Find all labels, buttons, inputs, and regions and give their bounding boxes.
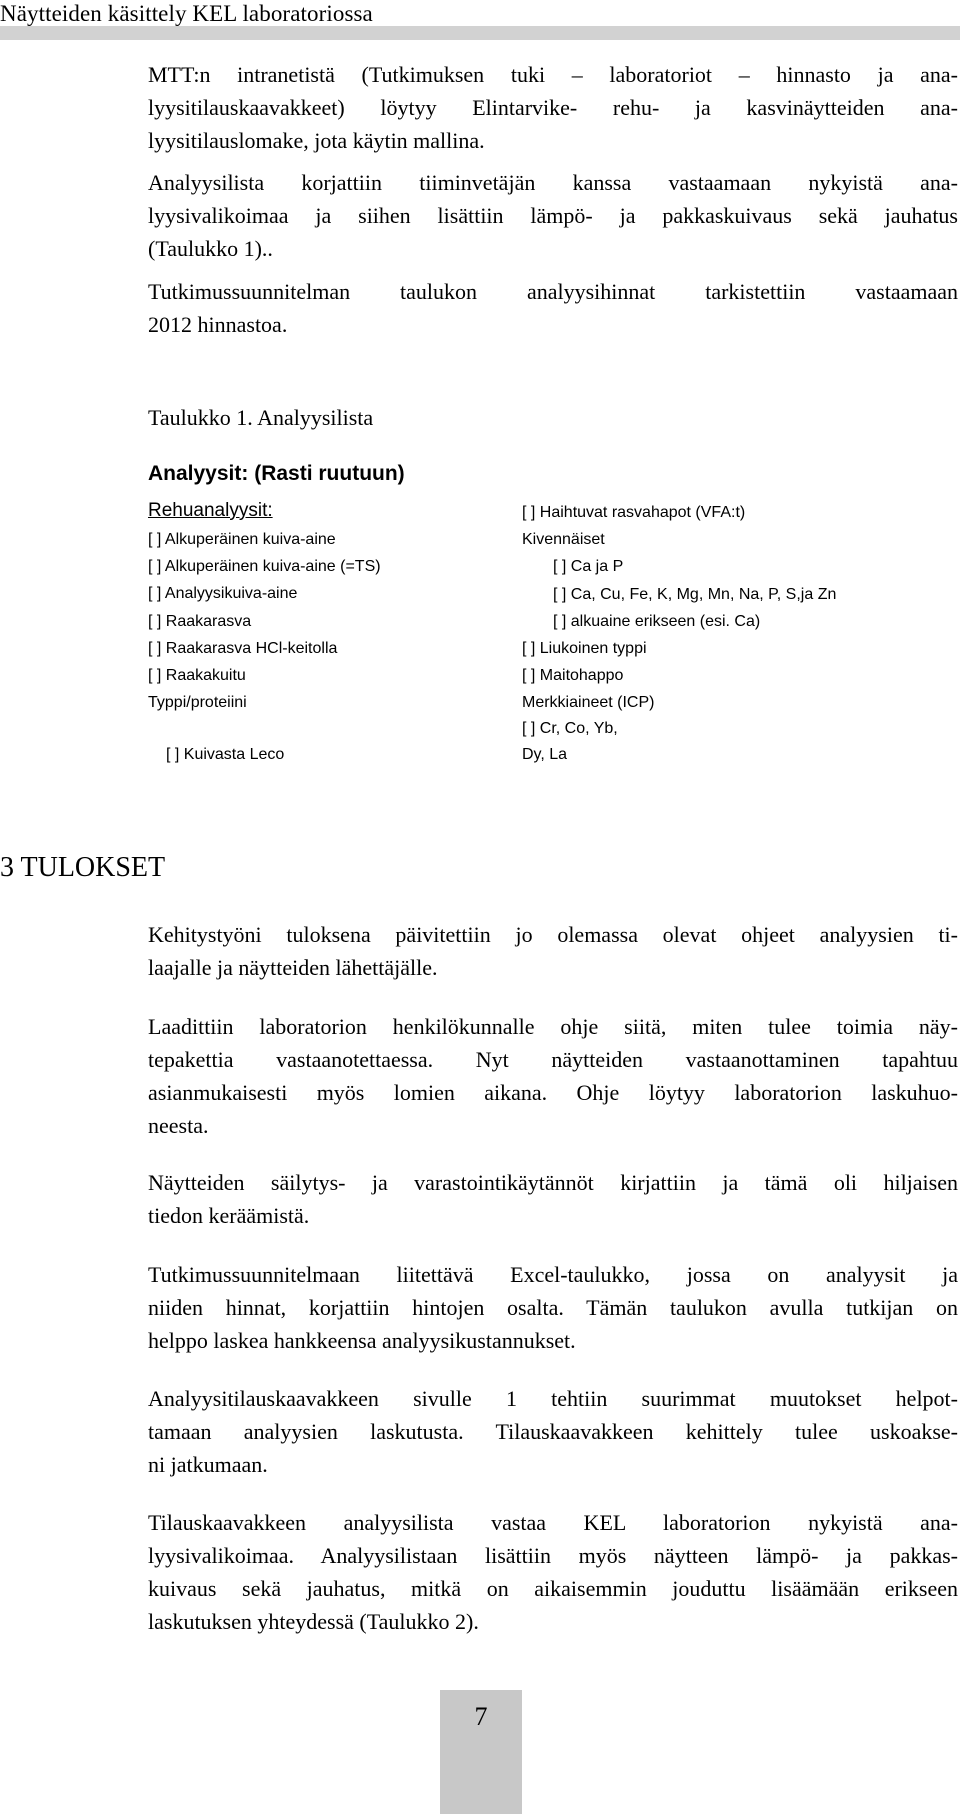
page-number-box [440, 1690, 522, 1814]
text-line: lyysivalikoimaa. Analyysilistaan lisättiin myös näytteen lämpö- ja pakkas- [148, 1543, 958, 1568]
text-line: 2012 hinnastoa. [148, 312, 288, 337]
checkbox-item: [ ] Cr, Co, Yb, [522, 720, 618, 737]
result-paragraph-5 [148, 1382, 958, 1481]
checkbox-item: [ ] Analyysikuiva-aine [148, 585, 298, 602]
text-line: asianmukaisesti myös lomien aikana. Ohje löytyy laboratorion laskuhuo- [148, 1080, 958, 1105]
checkbox-item: [ ] Liukoinen typpi [522, 640, 647, 657]
analysis-form-heading: Analyysit: (Rasti ruutuun) [148, 462, 405, 485]
text-line: lyysitilauslomake, jota käytin mallina. [148, 128, 485, 153]
intro-paragraph-2 [148, 166, 958, 265]
result-paragraph-3 [148, 1166, 958, 1232]
text-line: niiden hinnat, korjattiin hintojen osalta. Tämän taulukon avulla tutkijan on [148, 1295, 958, 1320]
running-header [0, 0, 960, 40]
text-line: Tilauskaavakkeen analyysilista vastaa KEL laboratorion nykyistä ana- [148, 1510, 958, 1535]
text-line: MTT:n intranetistä (Tutkimuksen tuki – laboratoriot – hinnasto ja ana- [148, 62, 958, 87]
text-line: tepakettia vastaanotettaessa. Nyt näytteiden vastaanottaminen tapahtuu [148, 1047, 958, 1072]
checkbox-item: [ ] Alkuperäinen kuiva-aine (=TS) [148, 558, 381, 575]
result-paragraph-4 [148, 1258, 958, 1357]
checkbox-item: [ ] Ca, Cu, Fe, K, Mg, Mn, Na, P, S,ja Zn [553, 586, 837, 603]
table-caption: Taulukko 1. Analyysilista [148, 405, 374, 430]
text-line: kuivaus sekä jauhatus, mitkä on aikaisemmin jouduttu lisäämään erikseen [148, 1576, 958, 1601]
text-line: tiedon keräämistä. [148, 1203, 310, 1228]
text-line: (Taulukko 1).. [148, 236, 273, 261]
checkbox-item: [ ] Maitohappo [522, 667, 624, 684]
text-line: tamaan analyysien laskutusta. Tilauskaavakkeen kehittely tulee uskoakse- [148, 1419, 958, 1444]
text-line: helppo laskea hankkeensa analyysikustannukset. [148, 1328, 576, 1353]
result-paragraph-1 [148, 918, 958, 984]
group-label: Typpi/proteiini [148, 694, 247, 711]
text-line: Laadittiin laboratorion henkilökunnalle ohje siitä, miten tulee toimia näy- [148, 1014, 958, 1039]
text-line: Kehitystyöni tuloksena päivitettiin jo olemassa olevat ohjeet analyysien ti- [148, 922, 958, 947]
text-line: neesta. [148, 1113, 209, 1138]
text-line: lyysitilauskaavakkeet) löytyy Elintarvike- rehu- ja kasvinäytteiden ana- [148, 95, 958, 120]
text-line: Tutkimussuunnitelman taulukon analyysihinnat tarkistettiin vastaamaan [148, 279, 958, 304]
group-label: Kivennäiset [522, 531, 605, 548]
intro-paragraph-3 [148, 275, 958, 341]
checkbox-item: [ ] Ca ja P [553, 558, 624, 575]
checkbox-item: [ ] Raakarasva HCl-keitolla [148, 640, 338, 657]
checkbox-item: [ ] Raakakuitu [148, 667, 246, 684]
text-line: laajalle ja näytteiden lähettäjälle. [148, 955, 438, 980]
checkbox-item: [ ] alkuaine erikseen (esi. Ca) [553, 613, 761, 630]
checkbox-item: [ ] Kuivasta Leco [166, 746, 285, 763]
header-title: Näytteiden käsittely KEL laboratoriossa [0, 1, 373, 26]
text-line: Analyysitilauskaavakkeen sivulle 1 tehtiin suurimmat muutokset helpot- [148, 1386, 958, 1411]
page-number: 7 [474, 1702, 488, 1731]
result-paragraph-6 [148, 1506, 958, 1638]
text-line: laskutuksen yhteydessä (Taulukko 2). [148, 1609, 479, 1634]
feed-analyses-subheading: Rehuanalyysit: [148, 500, 273, 521]
checkbox-item-continued: Dy, La [522, 746, 568, 763]
checkbox-item: [ ] Alkuperäinen kuiva-aine [148, 531, 336, 548]
checkbox-item: [ ] Haihtuvat rasvahapot (VFA:t) [522, 504, 746, 521]
group-label: Merkkiaineet (ICP) [522, 694, 655, 711]
text-line: Näytteiden säilytys- ja varastointikäytännöt kirjattiin ja tämä oli hiljaisen [148, 1170, 958, 1195]
section-title: 3 TULOKSET [0, 852, 166, 883]
intro-paragraph-1 [148, 58, 958, 157]
checkbox-item: [ ] Raakarasva [148, 613, 252, 630]
text-line: Tutkimussuunnitelmaan liitettävä Excel-taulukko, jossa on analyysit ja [148, 1262, 958, 1287]
text-line: ni jatkumaan. [148, 1452, 268, 1477]
result-paragraph-2 [148, 1010, 958, 1142]
text-line: Analyysilista korjattiin tiiminvetäjän kanssa vastaamaan nykyistä ana- [148, 170, 958, 195]
text-line: lyysivalikoimaa ja siihen lisättiin lämpö- ja pakkaskuivaus sekä jauhatus [148, 203, 958, 228]
